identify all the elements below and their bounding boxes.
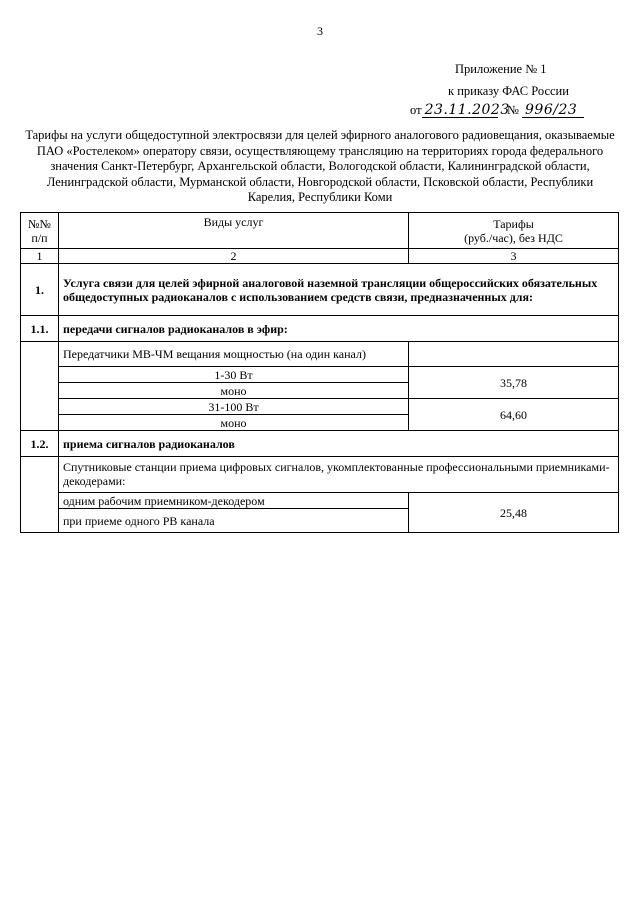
- column-number-1: 1: [21, 249, 59, 264]
- section-1-num: 1.: [21, 264, 59, 316]
- power-31-100-row: [21, 399, 619, 415]
- section-1-1-num: 1.1.: [21, 316, 59, 342]
- column-number-2: 2: [59, 249, 409, 264]
- section-1-2-text: приема сигналов радиоканалов: [59, 431, 619, 457]
- tariff-1-30: 35,78: [409, 367, 619, 399]
- transmitters-row: [21, 342, 619, 367]
- mode-mono-1: моно: [59, 383, 409, 399]
- appendix-label: Приложение № 1: [455, 62, 547, 76]
- receiver-text: одним рабочим приемником-декодером: [59, 493, 409, 509]
- transmitters-text: Передатчики МВ-ЧМ вещания мощностью (на один канал): [59, 342, 409, 367]
- tariff-31-100: 64,60: [409, 399, 619, 431]
- power-1-30-row: [21, 367, 619, 383]
- section-1-row: [21, 264, 619, 316]
- order-number: 996/23: [522, 103, 584, 118]
- rv-channel-text: при приеме одного РВ канала: [59, 509, 409, 533]
- receiver-row: [21, 493, 619, 509]
- power-31-100: 31-100 Вт: [59, 399, 409, 415]
- stations-text: Спутниковые станции приема цифровых сигналов, укомплектованные профессиональными приемниками-декодерами:: [59, 457, 619, 493]
- number-label: №: [506, 103, 519, 117]
- section-1-2-row: [21, 431, 619, 457]
- header-num: №№ п/п: [21, 213, 59, 249]
- tariffs-table: [20, 212, 619, 533]
- header-tariffs: Тарифы (руб./час), без НДС: [409, 213, 619, 249]
- section-1-1-text: передачи сигналов радиоканалов в эфир:: [59, 316, 619, 342]
- power-1-30: 1-30 Вт: [59, 367, 409, 383]
- order-date: 23.11.2023: [422, 103, 498, 118]
- header-row: [21, 213, 619, 249]
- header-services: Виды услуг: [59, 213, 409, 249]
- order-reference: к приказу ФАС России: [448, 84, 569, 98]
- document-title: Тарифы на услуги общедоступной электросвязи для целей эфирного аналогового радиовещания, оказываемые ПАО «Ростелеком» оператору связи, осуществляющему трансляцию на территориях города федерального значения Санкт-Петербург, Архангельской области, Вологодской области, Калининградской области, Ленинградской области, Мурманской области, Новгородской области, Псковской области, Республики Карелия, Республики Коми: [25, 128, 615, 205]
- section-1-2-num: 1.2.: [21, 431, 59, 457]
- section-1-text: Услуга связи для целей эфирной аналоговой наземной трансляции общероссийских обязательных общедоступных радиоканалов с использованием средств связи, предназначенных для:: [59, 264, 619, 316]
- column-number-3: 3: [409, 249, 619, 264]
- section-1-1-row: [21, 316, 619, 342]
- mode-mono-2: моно: [59, 415, 409, 431]
- tariff-receiver: 25,48: [409, 493, 619, 533]
- date-prefix: от: [410, 103, 422, 117]
- column-numbers-row: [21, 249, 619, 264]
- order-date-number: [410, 103, 584, 118]
- page-number: 3: [317, 24, 323, 38]
- stations-row: [21, 457, 619, 493]
